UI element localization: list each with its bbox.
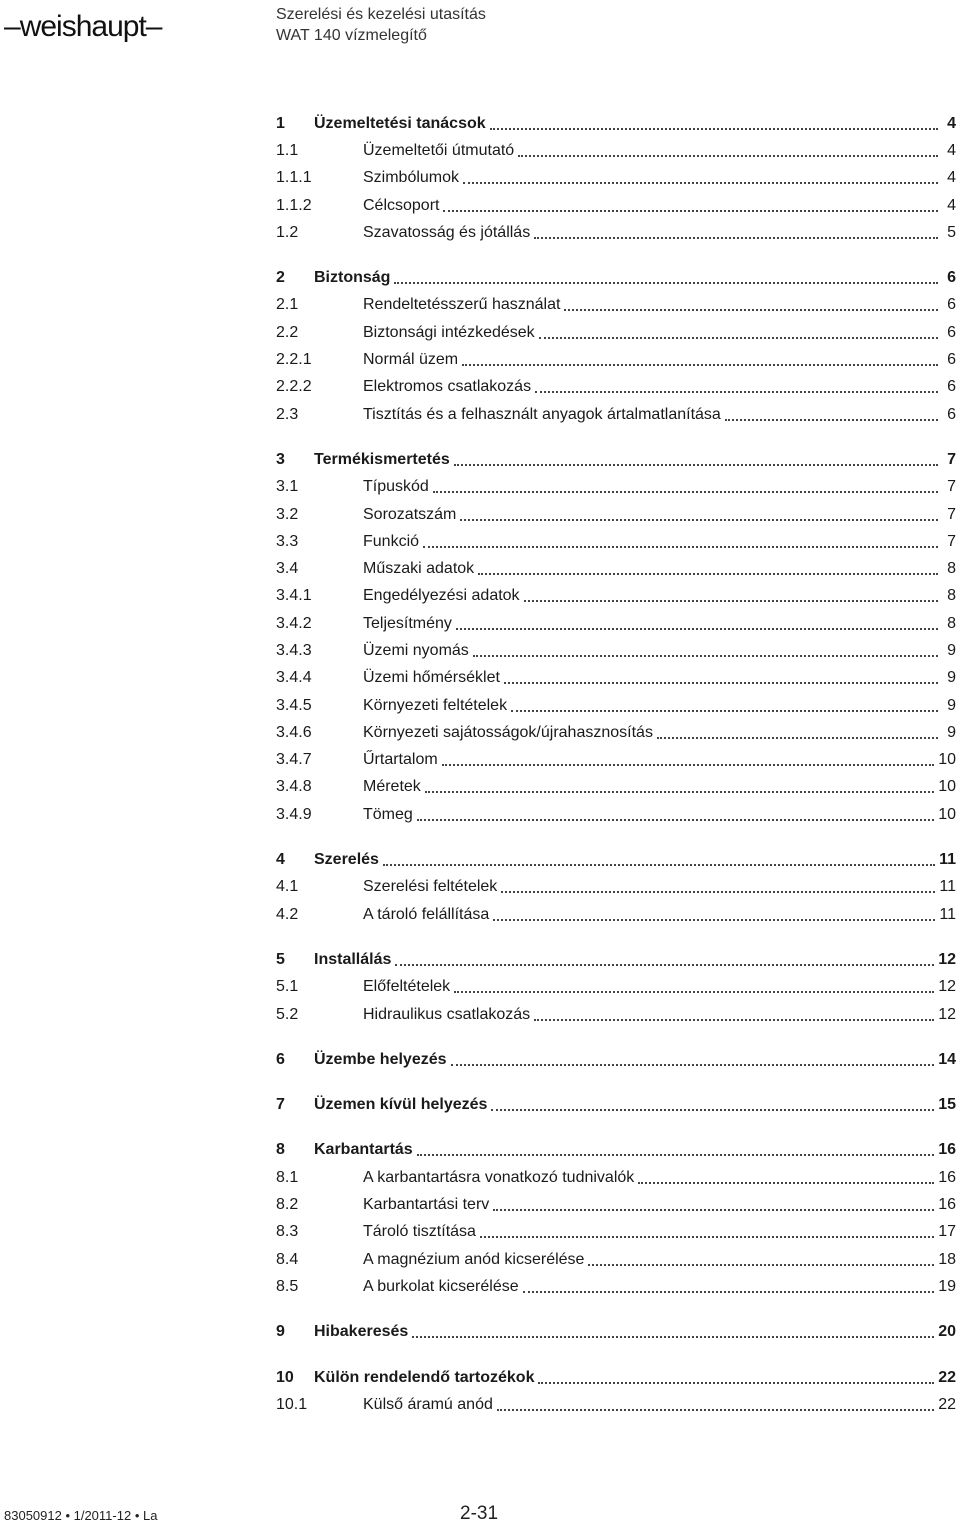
toc-entry-row[interactable] <box>276 501 956 528</box>
toc-title: Tároló tisztítása <box>363 1223 476 1241</box>
toc-number: 5 <box>276 950 285 968</box>
toc-leader <box>456 628 938 630</box>
toc-number: 3.4 <box>276 560 299 578</box>
toc-number: 3 <box>276 450 285 468</box>
document-title <box>276 4 486 46</box>
toc-entry-row[interactable] <box>276 665 956 692</box>
toc-leader <box>524 600 938 602</box>
toc-title: Külön rendelendő tartozékok <box>314 1368 535 1386</box>
toc-page: 6 <box>947 296 956 314</box>
toc-leader <box>501 891 935 893</box>
toc-page: 4 <box>947 196 956 214</box>
toc-leader <box>523 1291 935 1293</box>
toc-page: 4 <box>947 169 956 187</box>
toc-title: Teljesítmény <box>363 614 452 632</box>
toc-number: 3.4.2 <box>276 614 312 632</box>
toc-number: 1 <box>276 114 285 132</box>
toc-group <box>276 1364 956 1419</box>
toc-number: 2.3 <box>276 405 299 423</box>
toc-entry-row[interactable] <box>276 1164 956 1191</box>
toc-page: 11 <box>939 851 956 869</box>
toc-page: 11 <box>939 905 956 923</box>
table-of-contents <box>276 110 956 1436</box>
toc-title: Üzemeltetési tanácsok <box>314 114 486 132</box>
logo-text: weishaupt <box>19 10 146 43</box>
toc-entry-row[interactable] <box>276 1391 956 1418</box>
toc-page: 5 <box>947 223 956 241</box>
toc-leader <box>423 546 938 548</box>
toc-title: Hidraulikus csatlakozás <box>363 1005 531 1023</box>
toc-leader <box>588 1264 934 1266</box>
toc-leader <box>511 710 938 712</box>
toc-leader <box>480 1236 934 1238</box>
toc-title: Környezeti sajátosságok/újrahasznosítás <box>363 723 653 741</box>
toc-title: Típuskód <box>363 478 429 496</box>
toc-title: Normál üzem <box>363 351 459 369</box>
toc-entry-row[interactable] <box>276 583 956 610</box>
toc-chapter-row[interactable] <box>276 1137 956 1164</box>
toc-number: 3.4.5 <box>276 696 312 714</box>
toc-number: 8.5 <box>276 1277 299 1295</box>
toc-entry-row[interactable] <box>276 692 956 719</box>
toc-number: 10.1 <box>276 1395 308 1413</box>
toc-title: Tisztítás és a felhasznált anyagok ártalmatlanítása <box>363 405 721 423</box>
toc-title: Biztonsági intézkedések <box>363 323 535 341</box>
toc-leader <box>538 1382 934 1384</box>
toc-page: 6 <box>947 405 956 423</box>
toc-entry-row[interactable] <box>276 1273 956 1300</box>
toc-leader <box>412 1336 934 1338</box>
toc-leader <box>383 864 935 866</box>
toc-chapter-row[interactable] <box>276 110 956 137</box>
toc-group <box>276 264 956 428</box>
toc-group <box>276 1092 956 1119</box>
toc-page: 6 <box>947 269 956 287</box>
toc-leader <box>725 419 938 421</box>
toc-entry-row[interactable] <box>276 901 956 928</box>
toc-title: A tároló felállítása <box>363 905 490 923</box>
toc-number: 2.2.1 <box>276 351 312 369</box>
toc-page: 19 <box>938 1277 956 1295</box>
toc-page: 16 <box>938 1196 956 1214</box>
toc-entry-row[interactable] <box>276 974 956 1001</box>
toc-entry-row[interactable] <box>276 137 956 164</box>
toc-number: 9 <box>276 1323 285 1341</box>
toc-group <box>276 1137 956 1301</box>
toc-leader <box>463 182 938 184</box>
toc-number: 4 <box>276 851 285 869</box>
toc-number: 2.1 <box>276 296 299 314</box>
toc-title: Tömeg <box>363 805 413 823</box>
toc-page: 9 <box>947 696 956 714</box>
toc-entry-row[interactable] <box>276 874 956 901</box>
toc-page: 12 <box>938 1005 956 1023</box>
toc-title: Hibakeresés <box>314 1323 409 1341</box>
toc-number: 3.4.4 <box>276 669 312 687</box>
toc-title: Szerelési feltételek <box>363 878 498 896</box>
toc-entry-row[interactable] <box>276 747 956 774</box>
toc-title: Környezeti feltételek <box>363 696 508 714</box>
toc-title: Üzemeltetői útmutató <box>363 141 515 159</box>
toc-page: 4 <box>947 114 956 132</box>
toc-title: A burkolat kicserélése <box>363 1277 519 1295</box>
toc-page: 7 <box>947 450 956 468</box>
toc-leader <box>442 764 935 766</box>
toc-number: 1.1.1 <box>276 169 312 187</box>
toc-title: Üzemen kívül helyezés <box>314 1096 488 1114</box>
toc-entry-row[interactable] <box>276 637 956 664</box>
toc-number: 1.1.2 <box>276 196 312 214</box>
toc-leader <box>504 682 938 684</box>
toc-entry-row[interactable] <box>276 374 956 401</box>
toc-chapter-row[interactable] <box>276 1364 956 1391</box>
toc-entry-row[interactable] <box>276 610 956 637</box>
toc-group <box>276 1319 956 1346</box>
toc-page: 10 <box>938 805 956 823</box>
toc-entry-row[interactable] <box>276 165 956 192</box>
toc-leader <box>443 210 938 212</box>
toc-leader <box>417 819 934 821</box>
toc-number: 8 <box>276 1141 285 1159</box>
toc-title: Üzembe helyezés <box>314 1050 447 1068</box>
toc-title: Szavatosság és jótállás <box>363 223 531 241</box>
toc-title: Installálás <box>314 950 392 968</box>
toc-page: 10 <box>938 751 956 769</box>
toc-title: Űrtartalom <box>363 751 438 769</box>
toc-number: 3.1 <box>276 478 299 496</box>
toc-page: 12 <box>938 978 956 996</box>
toc-leader <box>493 1209 934 1211</box>
toc-entry-row[interactable] <box>276 1001 956 1028</box>
toc-title: Sorozatszám <box>363 505 457 523</box>
toc-title: Szimbólumok <box>363 169 460 187</box>
toc-title: Karbantartási terv <box>363 1196 490 1214</box>
document-code: 83050912 • 1/2011-12 • La <box>4 1508 158 1523</box>
toc-title: Méretek <box>363 778 421 796</box>
toc-number: 7 <box>276 1096 285 1114</box>
toc-entry-row[interactable] <box>276 1219 956 1246</box>
toc-entry-row[interactable] <box>276 474 956 501</box>
toc-chapter-row[interactable] <box>276 1046 956 1073</box>
toc-entry-row[interactable] <box>276 555 956 582</box>
toc-number: 2.2 <box>276 323 299 341</box>
toc-page: 15 <box>938 1096 956 1114</box>
toc-page: 6 <box>947 351 956 369</box>
toc-number: 3.4.6 <box>276 723 312 741</box>
toc-page: 10 <box>938 778 956 796</box>
toc-leader <box>518 155 938 157</box>
toc-title: Termékismertetés <box>314 450 450 468</box>
toc-number: 3.4.7 <box>276 751 312 769</box>
toc-page: 7 <box>947 532 956 550</box>
toc-chapter-row[interactable] <box>276 1092 956 1119</box>
toc-page: 8 <box>947 614 956 632</box>
toc-entry-row[interactable] <box>276 346 956 373</box>
toc-entry-row[interactable] <box>276 801 956 828</box>
page-number: 2-31 <box>460 1503 499 1524</box>
toc-entry-row[interactable] <box>276 774 956 801</box>
toc-title: Célcsoport <box>363 196 440 214</box>
toc-number: 1.2 <box>276 223 299 241</box>
toc-title: Külső áramú anód <box>363 1395 493 1413</box>
toc-leader <box>535 391 938 393</box>
toc-page: 11 <box>939 878 956 896</box>
toc-entry-row[interactable] <box>276 319 956 346</box>
toc-page: 18 <box>938 1250 956 1268</box>
toc-number: 1.1 <box>276 141 299 159</box>
toc-number: 2.2.2 <box>276 378 312 396</box>
toc-chapter-row[interactable] <box>276 946 956 973</box>
toc-number: 3.4.1 <box>276 587 312 605</box>
toc-page: 17 <box>938 1223 956 1241</box>
toc-leader <box>497 1409 934 1411</box>
toc-group <box>276 446 956 828</box>
toc-leader <box>473 655 938 657</box>
toc-leader <box>394 282 938 284</box>
toc-page: 6 <box>947 378 956 396</box>
toc-page: 7 <box>947 505 956 523</box>
toc-leader <box>460 519 938 521</box>
toc-title: Előfeltételek <box>363 978 451 996</box>
document-title-line2: WAT 140 vízmelegítő <box>276 27 427 44</box>
toc-group <box>276 1046 956 1073</box>
toc-leader <box>534 1019 934 1021</box>
toc-entry-row[interactable] <box>276 528 956 555</box>
toc-page: 20 <box>938 1323 956 1341</box>
toc-leader <box>534 237 938 239</box>
toc-number: 5.2 <box>276 1005 299 1023</box>
toc-leader <box>462 364 938 366</box>
page-header <box>0 0 960 60</box>
toc-page: 22 <box>938 1395 956 1413</box>
toc-number: 4.1 <box>276 878 299 896</box>
toc-entry-row[interactable] <box>276 719 956 746</box>
toc-page: 4 <box>947 141 956 159</box>
toc-number: 3.4.8 <box>276 778 312 796</box>
toc-page: 9 <box>947 641 956 659</box>
toc-entry-row[interactable] <box>276 219 956 246</box>
toc-title: Rendeltetésszerű használat <box>363 296 561 314</box>
toc-page: 14 <box>938 1050 956 1068</box>
toc-title: Üzemi nyomás <box>363 641 469 659</box>
toc-number: 4.2 <box>276 905 299 923</box>
toc-leader <box>451 1064 935 1066</box>
toc-leader <box>638 1182 934 1184</box>
toc-page: 9 <box>947 723 956 741</box>
toc-title: Engedélyezési adatok <box>363 587 520 605</box>
toc-page: 12 <box>938 950 956 968</box>
toc-number: 8.3 <box>276 1223 299 1241</box>
toc-leader <box>395 964 934 966</box>
toc-number: 6 <box>276 1050 285 1068</box>
toc-chapter-row[interactable] <box>276 846 956 873</box>
toc-leader <box>539 337 938 339</box>
toc-leader <box>564 309 938 311</box>
toc-leader <box>493 919 935 921</box>
toc-group <box>276 110 956 246</box>
toc-leader <box>425 791 934 793</box>
toc-title: A karbantartásra vonatkozó tudnivalók <box>363 1168 635 1186</box>
toc-number: 8.4 <box>276 1250 299 1268</box>
toc-chapter-row[interactable] <box>276 1319 956 1346</box>
toc-entry-row[interactable] <box>276 401 956 428</box>
toc-number: 3.3 <box>276 532 299 550</box>
toc-number: 10 <box>276 1368 294 1386</box>
toc-title: Elektromos csatlakozás <box>363 378 532 396</box>
toc-number: 8.1 <box>276 1168 299 1186</box>
toc-leader <box>491 1109 934 1111</box>
toc-page: 6 <box>947 323 956 341</box>
toc-number: 5.1 <box>276 978 299 996</box>
toc-group <box>276 946 956 1028</box>
toc-entry-row[interactable] <box>276 192 956 219</box>
toc-number: 8.2 <box>276 1196 299 1214</box>
toc-number: 3.4.9 <box>276 805 312 823</box>
toc-entry-row[interactable] <box>276 292 956 319</box>
toc-page: 8 <box>947 587 956 605</box>
toc-number: 3.2 <box>276 505 299 523</box>
toc-leader <box>657 737 938 739</box>
toc-leader <box>417 1154 935 1156</box>
toc-page: 7 <box>947 478 956 496</box>
toc-leader <box>478 573 938 575</box>
toc-title: A magnézium anód kicserélése <box>363 1250 585 1268</box>
document-title-line1: Szerelési és kezelési utasítás <box>276 6 486 23</box>
toc-page: 8 <box>947 560 956 578</box>
toc-title: Üzemi hőmérséklet <box>363 669 500 687</box>
toc-title: Szerelés <box>314 851 379 869</box>
toc-page: 16 <box>938 1141 956 1159</box>
toc-title: Funkció <box>363 532 420 550</box>
weishaupt-logo: –weishaupt– <box>4 10 162 43</box>
toc-leader <box>433 491 938 493</box>
toc-title: Műszaki adatok <box>363 560 475 578</box>
toc-title: Karbantartás <box>314 1141 413 1159</box>
toc-title: Biztonság <box>314 269 391 287</box>
toc-entry-row[interactable] <box>276 1191 956 1218</box>
toc-number: 3.4.3 <box>276 641 312 659</box>
toc-leader <box>454 991 934 993</box>
toc-page: 16 <box>938 1168 956 1186</box>
toc-group <box>276 846 956 928</box>
toc-number: 2 <box>276 269 285 287</box>
toc-entry-row[interactable] <box>276 1246 956 1273</box>
toc-page: 22 <box>938 1368 956 1386</box>
toc-page: 9 <box>947 669 956 687</box>
toc-chapter-row[interactable] <box>276 264 956 291</box>
toc-leader <box>454 464 938 466</box>
toc-leader <box>490 128 938 130</box>
toc-chapter-row[interactable] <box>276 446 956 473</box>
